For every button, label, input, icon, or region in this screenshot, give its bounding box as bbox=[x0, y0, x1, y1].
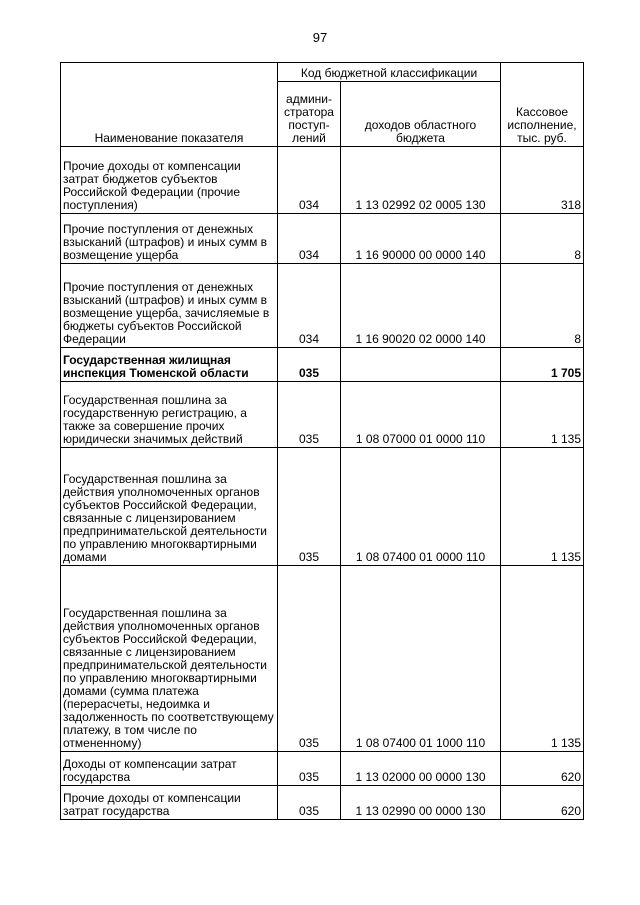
table-row bbox=[61, 786, 584, 820]
row-indicator-name: Прочие доходы от компенсации затрат бюджетов субъектов Российской Федерации (прочие поступления) bbox=[61, 147, 278, 214]
row-administrator-code: 035 bbox=[278, 566, 341, 752]
row-indicator-name: Государственная пошлина за действия уполномоченных органов субъектов Российской Федерации, связанные с лицензированием предпринимательской деятельности по управлению многоквартирными домами (сумма платежа (перерасчеты, недоимка и задолженность по соответствующему платежу, в том числе по отмененному) bbox=[61, 566, 278, 752]
row-cash-amount: 620 bbox=[501, 752, 584, 786]
row-administrator-code: 035 bbox=[278, 752, 341, 786]
table-row bbox=[61, 448, 584, 566]
header-classification-code: Код бюджетной классификации bbox=[278, 63, 501, 82]
budget-table bbox=[60, 62, 584, 820]
row-cash-amount: 8 bbox=[501, 264, 584, 348]
row-income-code: 1 13 02000 00 0000 130 bbox=[341, 752, 501, 786]
header-indicator-name: Наименование показателя bbox=[61, 63, 278, 147]
row-indicator-name: Государственная пошлина за государственную регистрацию, а также за совершение прочих юридически значимых действий bbox=[61, 382, 278, 448]
row-indicator-name: Прочие доходы от компенсации затрат государства bbox=[61, 786, 278, 820]
page-number: 97 bbox=[312, 30, 328, 45]
row-indicator-name: Государственная пошлина за действия уполномоченных органов субъектов Российской Федерации, связанные с лицензированием предпринимательской деятельности по управлению многоквартирными домами bbox=[61, 448, 278, 566]
row-income-code bbox=[341, 348, 501, 382]
table-row bbox=[61, 264, 584, 348]
row-cash-amount: 1 705 bbox=[501, 348, 584, 382]
header-income-code: доходов областного бюджета bbox=[341, 82, 501, 147]
row-income-code: 1 13 02992 02 0005 130 bbox=[341, 147, 501, 214]
row-income-code: 1 08 07400 01 0000 110 bbox=[341, 448, 501, 566]
row-administrator-code: 035 bbox=[278, 348, 341, 382]
row-administrator-code: 034 bbox=[278, 214, 341, 264]
row-administrator-code: 035 bbox=[278, 382, 341, 448]
row-indicator-name: Государственная жилищная инспекция Тюменской области bbox=[61, 348, 278, 382]
table-body bbox=[61, 147, 584, 820]
row-income-code: 1 16 90020 02 0000 140 bbox=[341, 264, 501, 348]
table-row bbox=[61, 752, 584, 786]
row-cash-amount: 1 135 bbox=[501, 448, 584, 566]
table-row bbox=[61, 348, 584, 382]
row-administrator-code: 035 bbox=[278, 448, 341, 566]
row-cash-amount: 1 135 bbox=[501, 382, 584, 448]
row-income-code: 1 13 02990 00 0000 130 bbox=[341, 786, 501, 820]
table-row bbox=[61, 382, 584, 448]
row-cash-amount: 318 bbox=[501, 147, 584, 214]
row-administrator-code: 034 bbox=[278, 147, 341, 214]
row-indicator-name: Доходы от компенсации затрат государства bbox=[61, 752, 278, 786]
row-indicator-name: Прочие поступления от денежных взысканий (штрафов) и иных сумм в возмещение ущерба bbox=[61, 214, 278, 264]
header-administrator: админи-стратора поступ-лений bbox=[278, 82, 341, 147]
row-cash-amount: 1 135 bbox=[501, 566, 584, 752]
row-income-code: 1 16 90000 00 0000 140 bbox=[341, 214, 501, 264]
row-income-code: 1 08 07400 01 1000 110 bbox=[341, 566, 501, 752]
table-row bbox=[61, 214, 584, 264]
row-cash-amount: 8 bbox=[501, 214, 584, 264]
row-cash-amount: 620 bbox=[501, 786, 584, 820]
row-income-code: 1 08 07000 01 0000 110 bbox=[341, 382, 501, 448]
header-cash-execution: Кассовое исполнение, тыс. руб. bbox=[501, 63, 584, 147]
row-administrator-code: 035 bbox=[278, 786, 341, 820]
row-indicator-name: Прочие поступления от денежных взысканий (штрафов) и иных сумм в возмещение ущерба, зачисляемые в бюджеты субъектов Российской Федерации bbox=[61, 264, 278, 348]
table-row bbox=[61, 147, 584, 214]
header-row bbox=[61, 63, 584, 82]
table-row bbox=[61, 566, 584, 752]
row-administrator-code: 034 bbox=[278, 264, 341, 348]
